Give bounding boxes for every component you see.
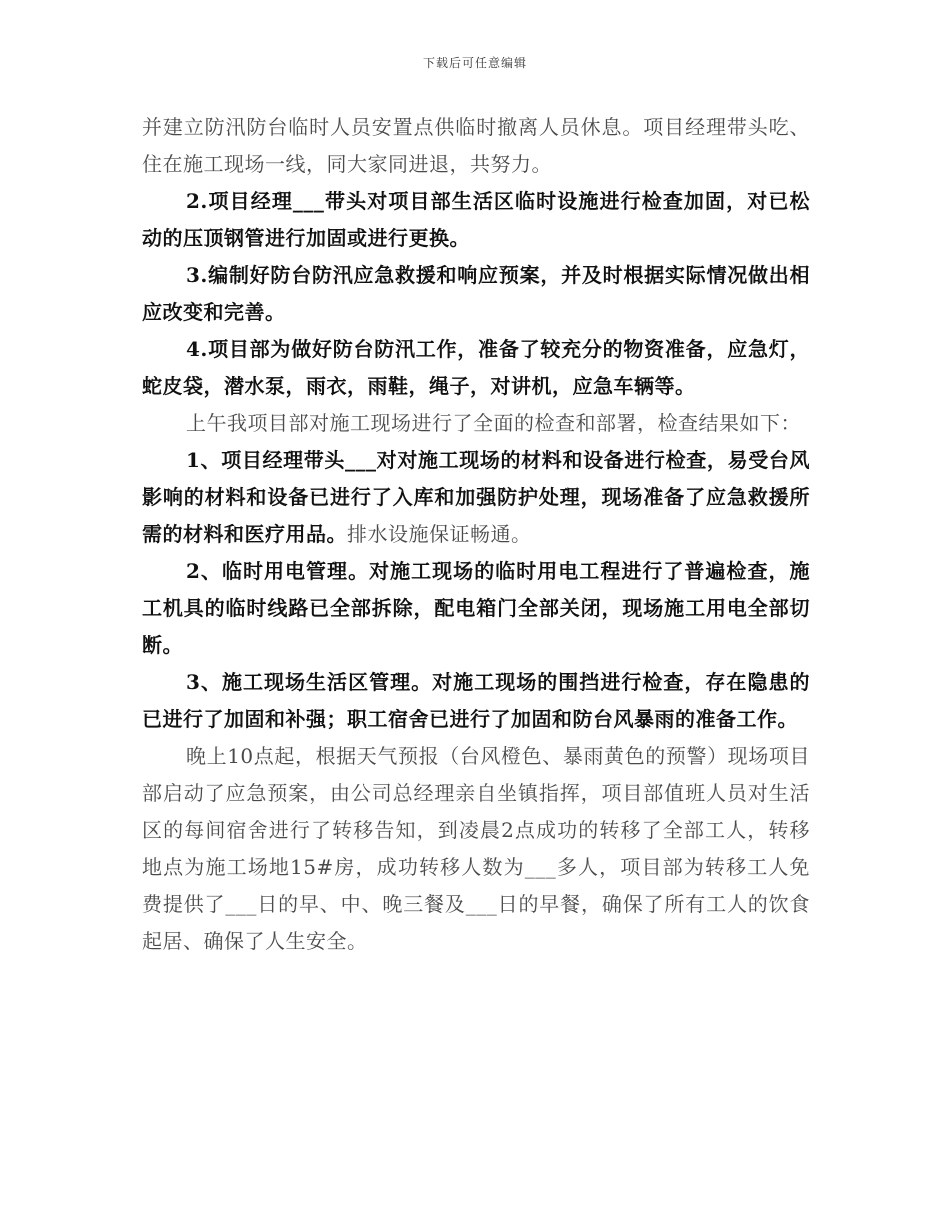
paragraph-item-4-supplies: 4.项目部为做好防台防汛工作，准备了较充分的物资准备，应急灯，蛇皮袋，潜水泵，雨衣，雨鞋，绳子，对讲机，应急车辆等。 — [142, 337, 810, 398]
paragraph-result-3-living-area: 3、施工现场生活区管理。对施工现场的围挡进行检查，存在隐患的已进行了加固和补强；职工宿舍已进行了加固和防台风暴雨的准备工作。 — [142, 670, 810, 731]
paragraph-item-2-facility-check: 2.项目经理___带头对项目部生活区临时设施进行检查加固，对已松动的压顶钢管进行加固或进行更换。 — [142, 189, 810, 250]
result-1-drainage-note: 排水设施保证畅通。 — [347, 522, 532, 546]
document-body — [142, 109, 810, 960]
page-header: 下载后可任意编辑 — [422, 56, 527, 70]
paragraph-item-3-emergency-plan: 3.编制好防台防汛应急救援和响应预案，并及时根据实际情况做出相应改变和完善。 — [142, 263, 810, 324]
paragraph-morning-inspection: 上午我项目部对施工现场进行了全面的检查和部署，检查结果如下： — [186, 411, 801, 435]
paragraph-result-2-electricity: 2、临时用电管理。对施工现场的临时用电工程进行了普遍检查，施工机具的临时线路已全部拆除，配电箱门全部关闭，现场施工用电全部切断。 — [142, 559, 810, 657]
paragraph-shelter-arrangement: 并建立防汛防台临时人员安置点供临时撤离人员休息。项目经理带头吃、住在施工现场一线，同大家同进退，共努力。 — [142, 115, 810, 176]
result-1-main-text: 1、项目经理带头___对对施工现场的材料和设备进行检查，易受台风影响的材料和设备已进行了入库和加强防护处理，现场准备了应急救援所需的材料和医疗用品。 — [142, 448, 810, 546]
paragraph-evening-evacuation: 晚上10点起，根据天气预报（台风橙色、暴雨黄色的预警）现场项目部启动了应急预案，由公司总经理亲自坐镇指挥，项目部值班人员对生活区的每间宿舍进行了转移告知，到凌晨2点成功的转移了全部工人，转移地点为施工场地15#房，成功转移人数为___多人，项目部为转移工人免费提供了___日的早、中、晚三餐及___日的早餐，确保了所有工人的饮食起居、确保了人生安全。 — [142, 744, 810, 953]
paragraph-result-1-materials — [142, 442, 810, 553]
